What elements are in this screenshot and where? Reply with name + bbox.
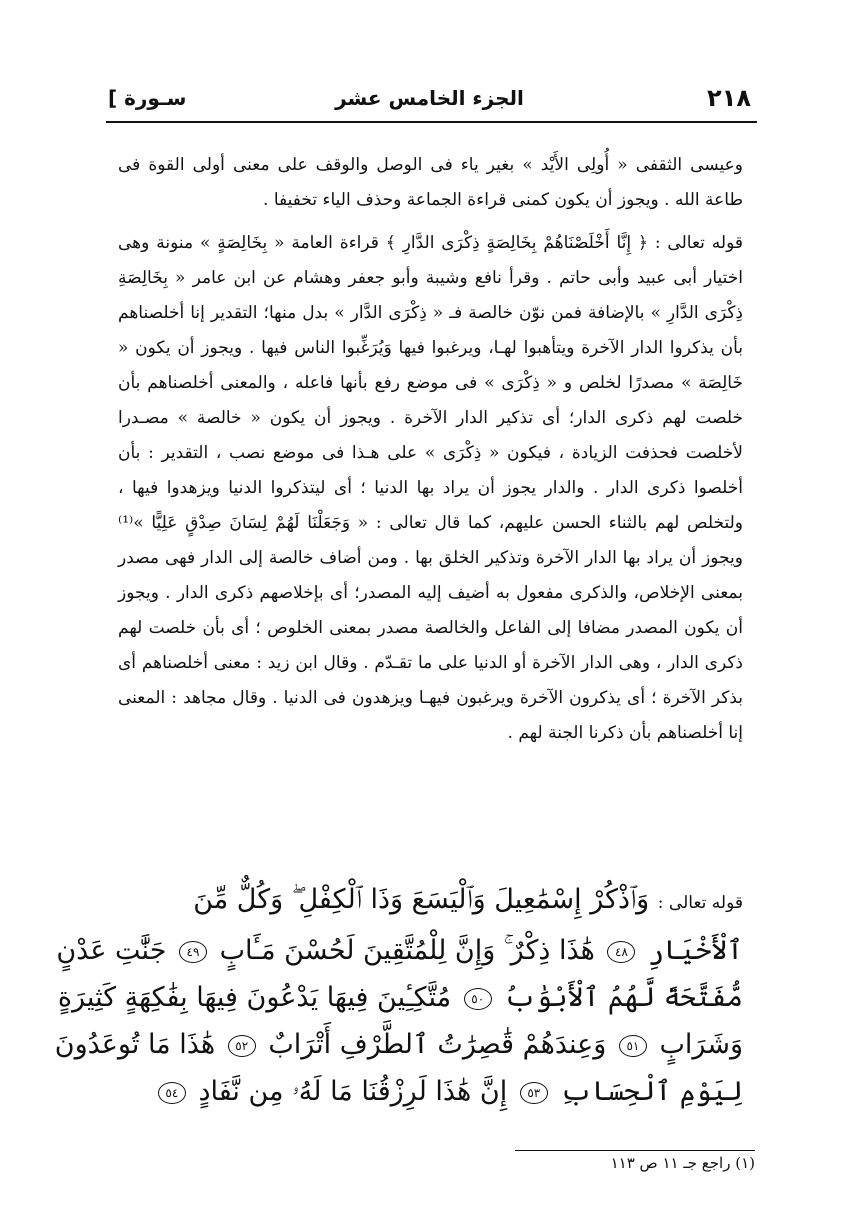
verse-line-2 <box>56 927 743 974</box>
paragraph-2: قوله تعالى : ﴿ إِنَّا أَخْلَصْنَاهُمْ بِخَالِصَةٍ ذِكْرَى الدَّارِ ﴾ قراءة العامة « بِخَالِصَةٍ » منونة وهى اختيار أبى عبيد وأبى حاتم . وقرأ نافع وشيبة وأبو جعفر وهشام عن ابن عامر « بِخَالِصَةِ ذِكْرَى الدَّارِ » بالإضافة فمن نوّن خالصة فـ « ذِكْرَى الدَّار » بدل منها؛ التقدير إنا أخلصناهم بأن يذكروا الدار الآخرة ويتأهبوا لهـا، ويرغبوا فيها وَيُرَغِّبوا الناس فيها . ويجوز أن يكون « خَالِصَة » مصدرًا لخلص و « ذِكْرَى » فى موضع رفع بأنها فاعله ، والمعنى أخلصناهم بأن خلصت لهم ذكرى الدار؛ أى تذكير الدار الآخرة . ويجوز أن يكون « خالصة » مصـدرا لأخلصت فحذفت الزيادة ، فيكون « ذِكْرَى » على هـذا فى موضع نصب ، التقدير : بأن أخلصوا ذكرى الدار . والدار يجوز أن يراد بها الدنيا ؛ أى ليتذكروا الدنيا ويزهدوا فيها ، ولتخلص لهم بالثناء الحسن عليهم، كما قال تعالى : « وَجَعَلْنَا لَهُمْ لِسَانَ صِدْقٍ عَلِيًّا »⁽¹⁾ ويجوز أن يراد بها الدار الآخرة وتذكير الخلق بها . ومن أضاف خالصة إلى الدار فهى مصدر بمعنى الإخلاص، والذكرى مفعول به أضيف إليه المصدر؛ أى بإخلاصهم ذكرى الدار . ويجوز أن يكون المصدر مضافا إلى الفاعل والخالصة مصدر بمعنى الخلوص ؛ أى بأن خلصت لهم ذكرى الدار ، وهى الدار الآخرة أو الدنيا على ما تقـدّم . وقال ابن زيد : معنى أخلصناهم أى بذكر الآخرة ؛ أى يذكرون الآخرة ويرغبون فيهـا ويزهدون فى الدنيا . وقال مجاهد : المعنى إنا أخلصناهم بأن ذكرنا الجنة لهم . <box>118 233 743 743</box>
verse-text: ٱلْأَخْيَارِ <box>648 935 743 966</box>
header-divider <box>106 121 757 123</box>
verse-line-1 <box>118 876 743 927</box>
ayah-number-marker: ٥١ <box>619 1035 647 1057</box>
page-number: ٢١٨ <box>707 84 751 112</box>
ayah-number-marker: ٤٩ <box>179 941 207 963</box>
surah-label: [ سـورة <box>108 86 187 110</box>
footnote-divider <box>515 1150 755 1151</box>
verse-line-4 <box>54 1021 743 1068</box>
verse-text: مُّفَتَّحَةً لَّهُمُ ٱلْأَبْوَٰبُ <box>504 982 743 1013</box>
verse-text: جَنَّٰتِ عَدْنٍ <box>56 935 167 966</box>
verse-line-5 <box>118 1068 743 1115</box>
verse-text: هَٰذَا مَا تُوعَدُونَ <box>54 1029 216 1060</box>
verse-text: إِنَّ هَٰذَا لَرِزْقُنَا مَا لَهُۥ مِن نَّفَادٍ <box>198 1076 508 1107</box>
ayah-number-marker: ٥٠ <box>464 988 492 1010</box>
page-header <box>108 84 751 118</box>
verse-intro: قوله تعالى : <box>657 893 743 913</box>
verse-text: مُتَّكِـِٔينَ فِيهَا يَدْعُونَ فِيهَا بِفَٰكِهَةٍ كَثِيرَةٍ <box>57 982 452 1013</box>
paragraph-1: وعيسى الثقفى « أُولِى الأَيْد » بغير ياء فى الوصل والوقف على معنى أولى القوة فى طاعة الله . ويجوز أن يكون كمنى قراءة الجماعة وحذف الياء تخفيفا . <box>118 155 743 210</box>
verse-line-3 <box>57 974 743 1021</box>
ayah-number-marker: ٥٢ <box>228 1035 256 1057</box>
verse-text: لِيَوْمِ ٱلْحِسَابِ <box>560 1076 743 1107</box>
ayah-number-marker: ٤٨ <box>607 941 635 963</box>
footnote: (١) راجع جـ ١١ ص ١١٣ <box>610 1154 755 1172</box>
verse-text: وَعِندَهُمْ قَٰصِرَٰتُ ٱلطَّرْفِ أَتْرَابٌ <box>268 1029 607 1060</box>
part-title: الجزء الخامس عشر <box>335 86 524 110</box>
ayah-number-marker: ٥٤ <box>158 1082 186 1104</box>
verse-text: وَشَرَابٍ <box>659 1029 743 1060</box>
quran-verses <box>54 876 743 1115</box>
ayah-number-marker: ٥٣ <box>520 1082 548 1104</box>
verse-text: هَٰذَا ذِكْرٌ ۚ وَإِنَّ لِلْمُتَّقِينَ لَحُسْنَ مَـَٔابٍ <box>219 935 595 966</box>
verse-text: وَٱذْكُرْ إِسْمَٰعِيلَ وَٱلْيَسَعَ وَذَا ٱلْكِفْلِ ۖ وَكُلٌّ مِّنَ <box>193 884 650 915</box>
commentary-text <box>118 148 743 751</box>
